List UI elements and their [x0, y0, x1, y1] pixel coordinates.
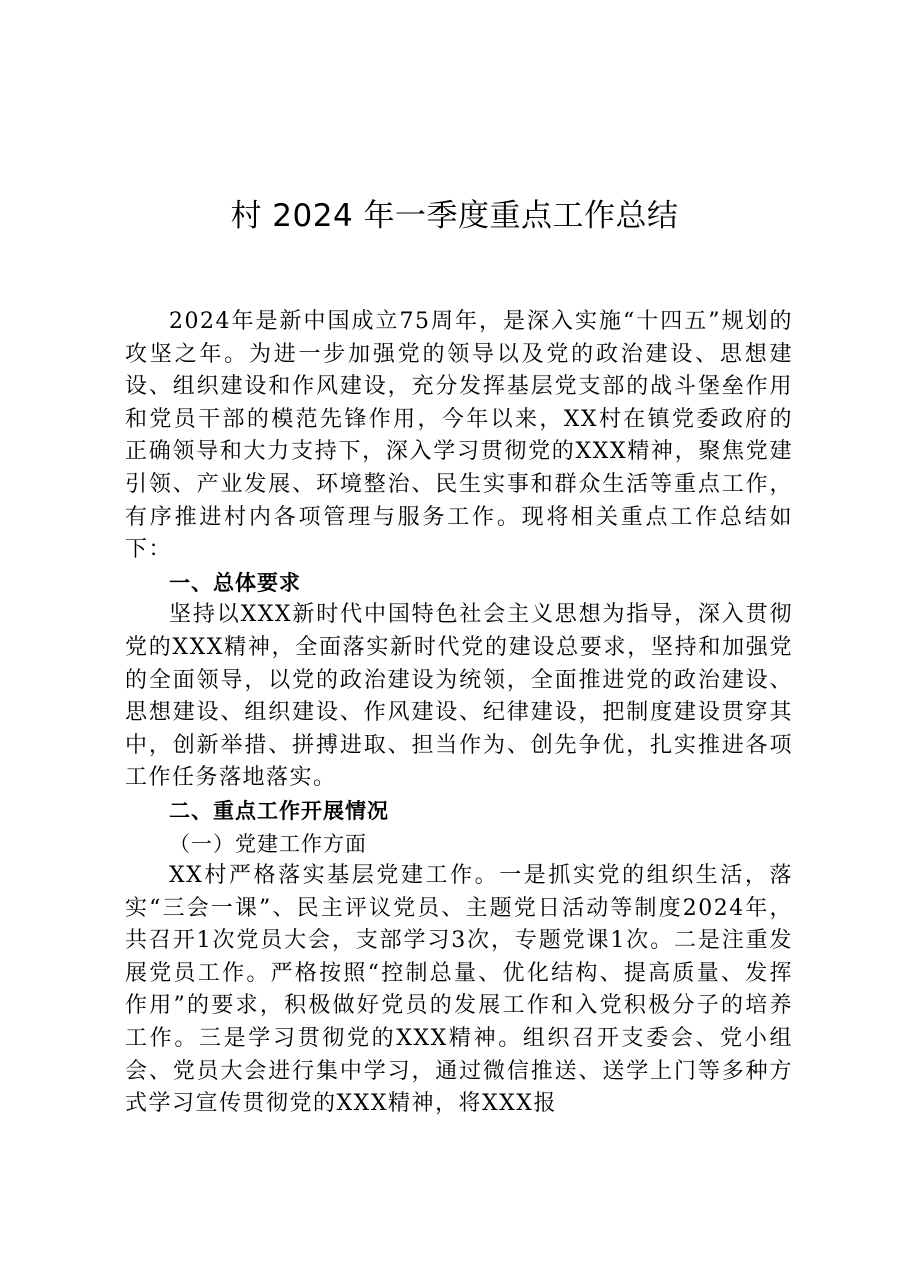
intro-paragraph: 2024年是新中国成立75周年，是深入实施“十四五”规划的攻坚之年。为进一步加强党的领导以及党的政治建设、思想建设、组织建设和作风建设，充分发挥基层党支部的战斗堡垒作用和党员干部的模范先锋作用，今年以来，XX村在镇党委政府的正确领导和大力支持下，深入学习贯彻党的XXX精神，聚焦党建引领、产业发展、环境整治、民生实事和群众生活等重点工作，有序推进村内各项管理与服务工作。现将相关重点工作总结如下： — [125, 309, 793, 563]
document-body — [125, 306, 793, 1121]
document-title: 村 2024 年一季度重点工作总结 — [230, 198, 679, 234]
overall-requirements-paragraph: 坚持以XXX新时代中国特色社会主义思想为指导，深入贯彻党的XXX精神，全面落实新时代党的建设总要求，坚持和加强党的全面领导，以党的政治建设为统领，全面推进党的政治建设、思想建设、组织建设、作风建设、纪律建设，把制度建设贯穿其中，创新举措、拼搏进取、担当作为、创先争优，扎实推进各项工作任务落地落实。 — [125, 602, 793, 791]
party-building-paragraph: XX村严格落实基层党建工作。一是抓实党的组织生活，落实“三会一课”、民主评议党员、主题党日活动等制度2024年，共召开1次党员大会，支部学习3次，专题党课1次。二是注重发展党员工作。严格按照“控制总量、优化结构、提高质量、发挥作用”的要求，积极做好党员的发展工作和入党积极分子的培养工作。三是学习贯彻党的XXX精神。组织召开支委会、党小组会、党员大会进行集中学习，通过微信推送、送学上门等多种方式学习宣传贯彻党的XXX精神，将XXX报 — [125, 863, 793, 1117]
section-heading-key-work: 二、重点工作开展情况 — [169, 798, 389, 823]
subsection-heading-party-building: （一）党建工作方面 — [169, 831, 367, 856]
section-heading-overall-requirements: 一、总体要求 — [169, 570, 301, 595]
